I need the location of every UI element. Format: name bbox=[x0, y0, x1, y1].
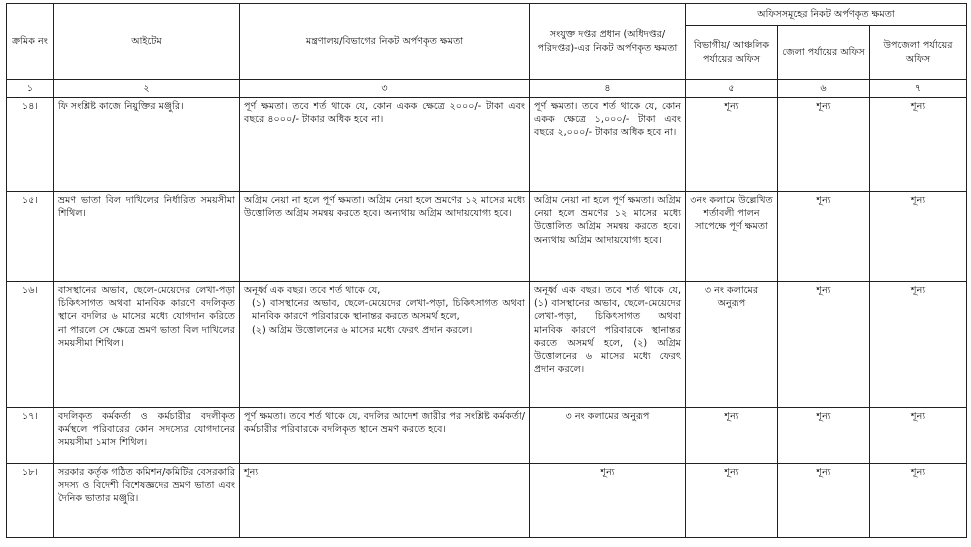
ministry-intro: অনূর্ধ্ব এক বছর। তবে শর্ত থাকে যে, bbox=[244, 285, 381, 296]
column-number: ১ bbox=[7, 80, 54, 98]
row-ministry-power: শূন্য bbox=[240, 464, 530, 538]
row-item: সরকার কর্তৃক গঠিত কমিশন/কমিটির বেসরকারি সদস্য ও বিদেশী বিশেষজ্ঞদের ভ্রমণ ভাতা এবং দৈনিক ভাতার মঞ্জুরি। bbox=[54, 464, 240, 538]
row-serial: ১৪। bbox=[7, 98, 54, 192]
row-ministry-power: পূর্ণ ক্ষমতা। তবে শর্ত থাকে যে, বদলির আদেশ জারীর পর সংশ্লিষ্ট কর্মকর্তা/কর্মচারীর পরিবারকে বদলিকৃত স্থানে ভ্রমণ করতে হবে। bbox=[240, 408, 530, 464]
row-dept-head-power: অগ্রিম নেয়া না হলে পূর্ণ ক্ষমতা। অগ্রিম নেয়া হলে ভ্রমণের ১২ মাসের মধ্যে উত্তোলিত অগ্রিম সমন্বয় করতে হবে। অন্যথায় অগ্রিম আদায়যোগ্য হবে। bbox=[530, 192, 686, 282]
header-dept-head: সংযুক্ত দপ্তর প্রধান (অধিদপ্তর/পরিদপ্তর)-এর নিকট অর্পণকৃত ক্ষমতা bbox=[530, 4, 686, 80]
row-item: ভ্রমণ ভাতা বিল দাখিলের নির্ধারিত সময়সীমা শিথিল। bbox=[54, 192, 240, 282]
row-item: বাসস্থানের অভাব, ছেলে-মেয়েদের লেখা-পড়া চিকিৎসাগত অথবা মানবিক কারণে বদলিকৃত স্থানে বদলির ৬ মাসের মধ্যে যোগদান করিতে না পারলে সে ক্ষেত্রে ভ্রমণ ভাতা বিল দাখিলের সময়সীমা শিথিল। bbox=[54, 282, 240, 408]
row-district-power: শূন্য bbox=[778, 192, 870, 282]
row-upazila-power: শূন্য bbox=[870, 282, 967, 408]
header-item: আইটেম bbox=[54, 4, 240, 80]
row-serial: ১৬। bbox=[7, 282, 54, 408]
row-divisional-power: শূন্য bbox=[686, 464, 778, 538]
row-ministry-power bbox=[240, 282, 530, 408]
header-district: জেলা পর্যায়ের অফিস bbox=[778, 26, 870, 80]
table-row bbox=[7, 98, 967, 192]
row-dept-head-power: শূন্য bbox=[530, 464, 686, 538]
row-dept-head-power: ৩ নং কলামের অনুরূপ bbox=[530, 408, 686, 464]
row-serial: ১৭। bbox=[7, 408, 54, 464]
row-dept-head-power: পূর্ণ ক্ষমতা। তবে শর্ত থাকে যে, কোন একক ক্ষেত্রে ১,০০০/- টাকা এবং বছরে ২,০০০/- টাকার অধিক হবে না। bbox=[530, 98, 686, 192]
row-divisional-power: ৩নং কলামে উল্লেখিত শর্তাবলী পালন সাপেক্ষে পূর্ণ ক্ষমতা bbox=[686, 192, 778, 282]
ministry-condition: (২) অগ্রিম উত্তোলনের ৬ মাসের মধ্যে ফেরৎ প্রদান করলে। bbox=[252, 324, 473, 336]
row-district-power: শূন্য bbox=[778, 464, 870, 538]
row-district-power: শূন্য bbox=[778, 98, 870, 192]
column-number: ৩ bbox=[240, 80, 530, 98]
row-upazila-power: শূন্য bbox=[870, 98, 967, 192]
row-item: বদলিকৃত কর্মকর্তা ও কর্মচারীর বদলীকৃত কর্মস্থলে পরিবারের কোন সদস্যের যোগদানের সময়সীমা ১মাস শিথিল। bbox=[54, 408, 240, 464]
row-ministry-power: অগ্রিম নেয়া না হলে পূর্ণ ক্ষমতা। অগ্রিম নেয়া হলে ভ্রমণের ১২ মাসের মধ্যে উত্তোলিত অগ্রিম সমন্বয় করতে হবে। অন্যথায় অগ্রিম আদায়যোগ্য হবে। bbox=[240, 192, 530, 282]
delegation-table bbox=[6, 3, 967, 538]
column-number-row bbox=[7, 80, 967, 98]
row-dept-head-power: অনূর্ধ্ব এক বছর। তবে শর্ত থাকে যে, (১) বাসস্থানের অভাব, ছেলে-মেয়েদের লেখা-পড়া, চিকিৎসাগত অথবা মানবিক কারণে পরিবারকে স্থানান্তর করতে অসমর্থ হলে, (২) অগ্রিম উত্তোলনের ৬ মাসের মধ্যে ফেরৎ প্রদান করলে। bbox=[530, 282, 686, 408]
column-number: ৬ bbox=[778, 80, 870, 98]
row-serial: ১৮। bbox=[7, 464, 54, 538]
row-district-power: শূন্য bbox=[778, 408, 870, 464]
header-offices-group: অফিসসমূহের নিকট অর্পণকৃত ক্ষমতা bbox=[686, 4, 967, 26]
table-row bbox=[7, 282, 967, 408]
column-number: ৭ bbox=[870, 80, 967, 98]
header-serial: ক্রমিক নং bbox=[7, 4, 54, 80]
table-row bbox=[7, 464, 967, 538]
table-row bbox=[7, 192, 967, 282]
header-divisional: বিভাগীয়/ আঞ্চলিক পর্যায়ের অফিস bbox=[686, 26, 778, 80]
row-serial: ১৫। bbox=[7, 192, 54, 282]
header-upazila: উপজেলা পর্যায়ের অফিস bbox=[870, 26, 967, 80]
row-upazila-power: শূন্য bbox=[870, 192, 967, 282]
row-district-power: শূন্য bbox=[778, 282, 870, 408]
ministry-condition: (১) বাসস্থানের অভাব, ছেলে-মেয়েদের লেখা-পড়া, চিকিৎসাগত অথবা মানবিক কারণে পরিবারকে স্থানান্তর করতে অসমর্থ হলে, bbox=[252, 298, 525, 323]
row-divisional-power: শূন্য bbox=[686, 98, 778, 192]
row-ministry-power: পূর্ণ ক্ষমতা। তবে শর্ত থাকে যে, কোন একক ক্ষেত্রে ২০০০/- টাকা এবং বছরে ৪০০০/- টাকার অধিক হবে না। bbox=[240, 98, 530, 192]
table-row bbox=[7, 408, 967, 464]
header-ministry: মন্ত্রণালয়/বিভাগের নিকট অর্পণকৃত ক্ষমতা bbox=[240, 4, 530, 80]
column-number: ২ bbox=[54, 80, 240, 98]
column-number: ৫ bbox=[686, 80, 778, 98]
row-divisional-power: ৩ নং কলামের অনুরূপ bbox=[686, 282, 778, 408]
row-upazila-power: শূন্য bbox=[870, 464, 967, 538]
column-number: ৪ bbox=[530, 80, 686, 98]
row-divisional-power: শূন্য bbox=[686, 408, 778, 464]
row-upazila-power: শূন্য bbox=[870, 408, 967, 464]
row-item: ফি সংশ্লিষ্ট কাজে নিয়ুক্তির মঞ্জুরি। bbox=[54, 98, 240, 192]
